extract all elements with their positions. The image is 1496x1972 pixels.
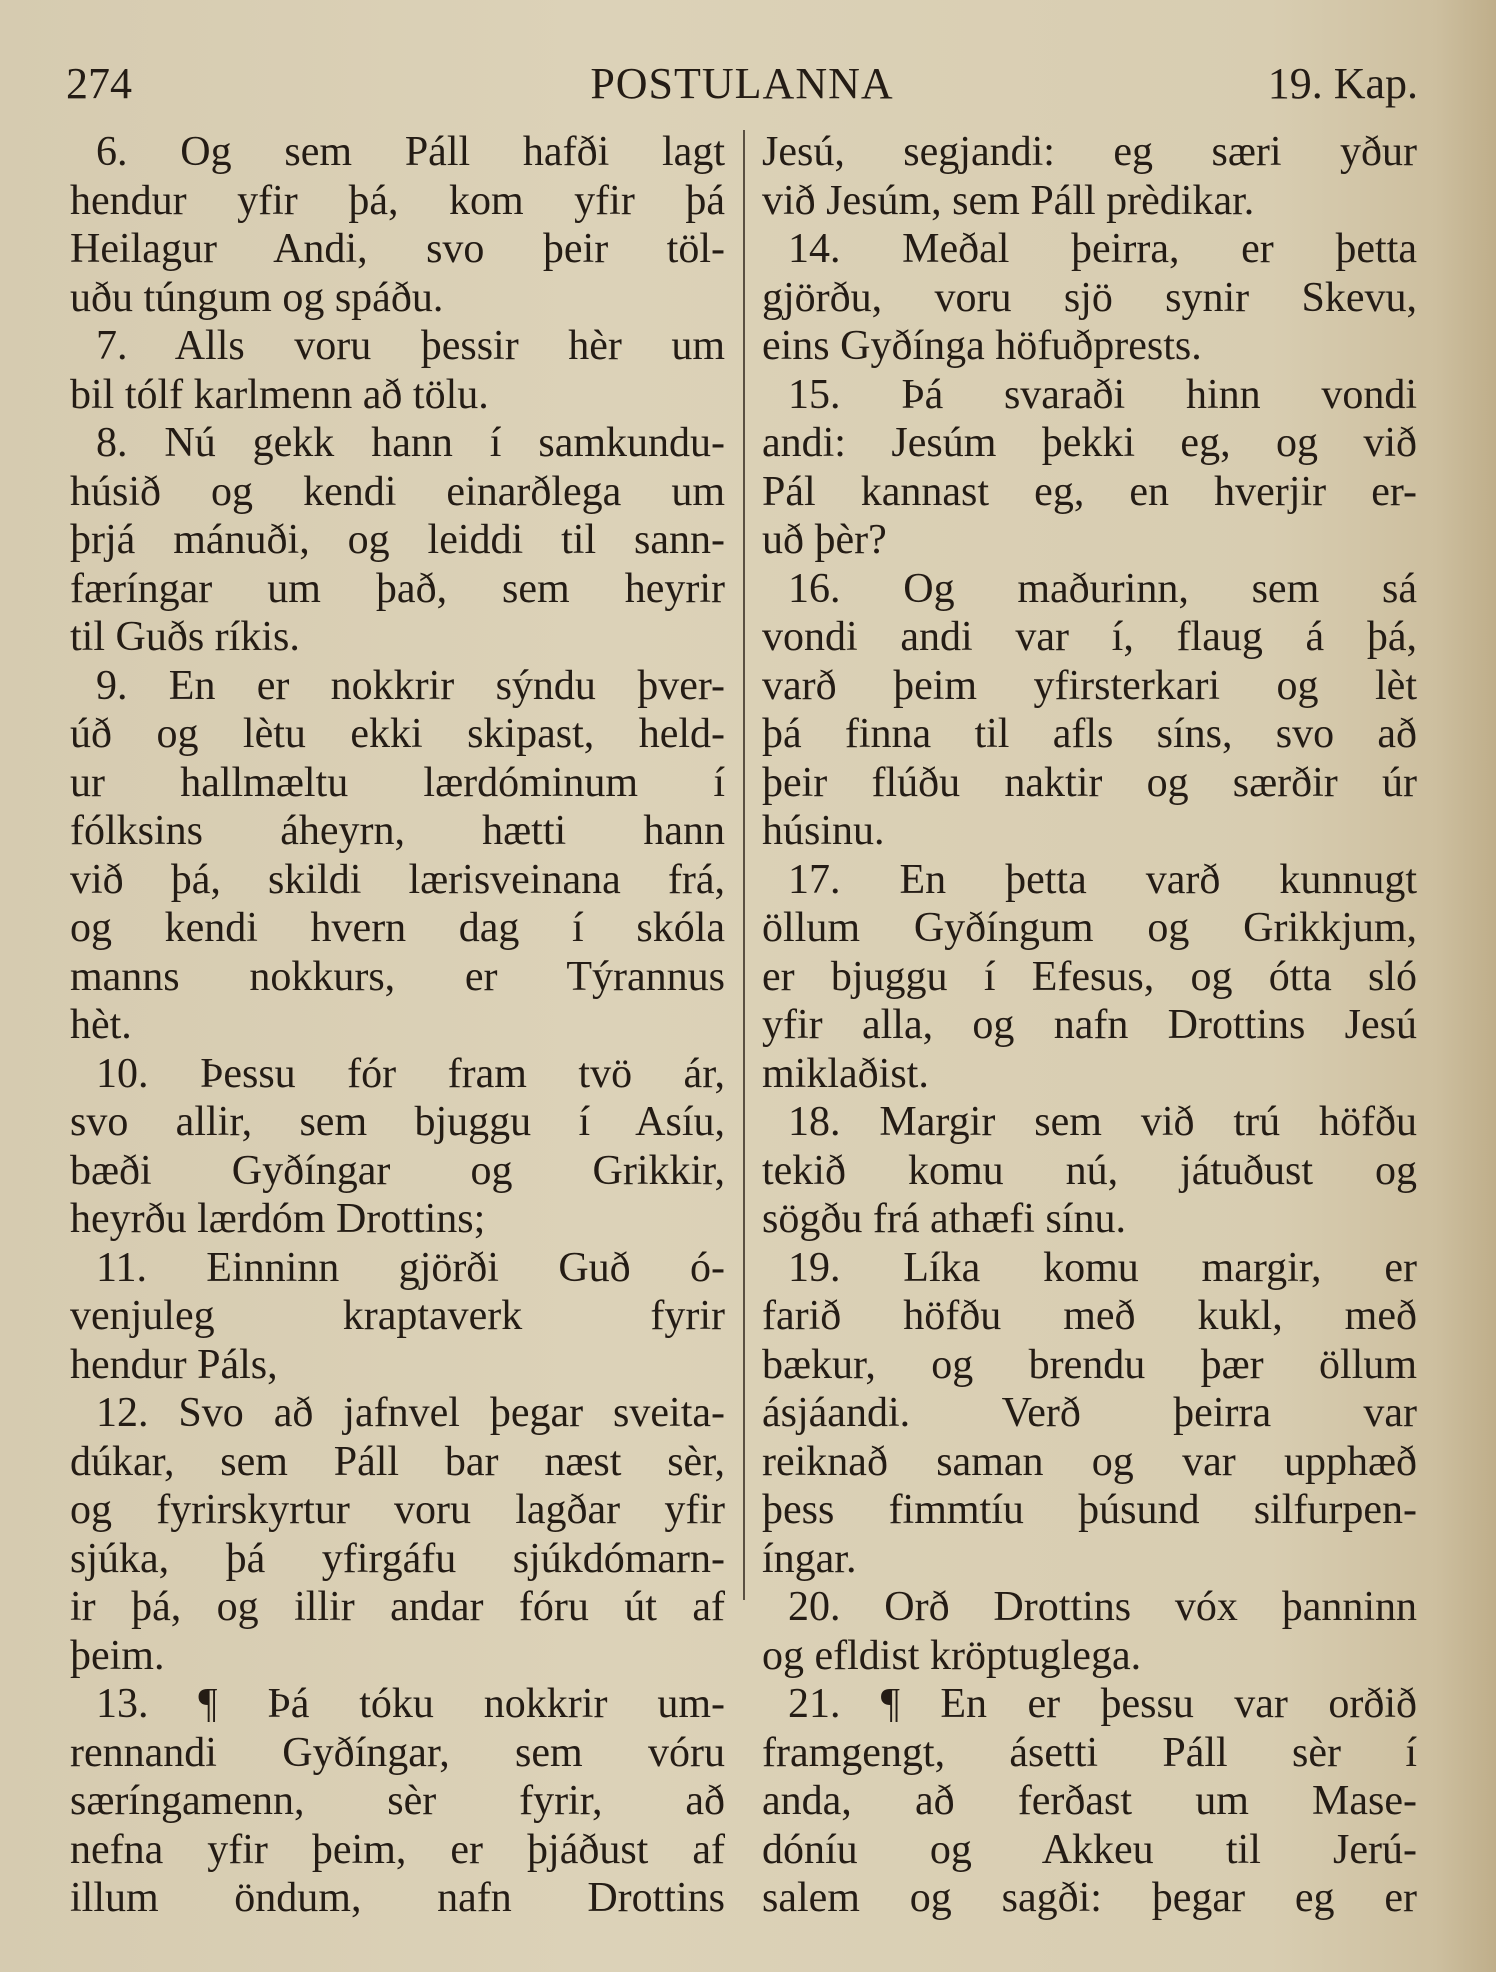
text-line: bækur, og brendu þær öllum (762, 1341, 1417, 1388)
text-line: anda, að ferðast um Mase- (762, 1778, 1417, 1824)
text-line: uðu túngum og spáðu. (70, 274, 444, 321)
text-line: 7. Alls voru þessir hèr um (96, 323, 725, 369)
text-line: bæði Gyðíngar og Grikkir, (70, 1147, 725, 1194)
text-line: 20. Orð Drottins vóx þanninn (788, 1584, 1417, 1630)
text-line: illum öndum, nafn Drottins (70, 1875, 725, 1921)
text-line: færíngar um það, sem heyrir (70, 565, 725, 612)
text-line: dóníu og Akkeu til Jerú- (762, 1826, 1417, 1873)
text-line: miklaðist. (762, 1050, 929, 1097)
text-line: sjúka, þá yfirgáfu sjúkdómarn- (70, 1535, 725, 1582)
chapter-label: 19. Kap. (1267, 59, 1418, 108)
text-line: úð og lètu ekki skipast, held- (70, 711, 725, 757)
text-line: við Jesúm, sem Páll prèdikar. (762, 177, 1255, 224)
text-line: þrjá mánuði, og leiddi til sann- (70, 517, 725, 563)
text-line: húsinu. (762, 808, 885, 854)
column-divider (743, 130, 745, 1600)
text-line: varð þeim yfirsterkari og lèt (762, 662, 1417, 709)
text-line: tekið komu nú, játuðust og (762, 1147, 1417, 1194)
text-line: hendur Páls, (70, 1341, 278, 1388)
text-column-left (70, 128, 725, 1923)
text-line: uð þèr? (762, 517, 887, 563)
text-line: sögðu frá athæfi sínu. (762, 1196, 1126, 1242)
text-line: nefna yfir þeim, er þjáðust af (70, 1826, 725, 1873)
text-line: húsið og kendi einarðlega um (70, 468, 725, 515)
text-line: þeir flúðu naktir og særðir úr (762, 759, 1417, 806)
text-line: vondi andi var í, flaug á þá, (762, 614, 1417, 660)
text-line: 18. Margir sem við trú höfðu (788, 1099, 1417, 1145)
text-line: dúkar, sem Páll bar næst sèr, (70, 1438, 725, 1485)
text-line: og kendi hvern dag í skóla (70, 905, 725, 951)
text-line: þá finna til afls síns, svo að (762, 711, 1417, 757)
text-line: íngar. (762, 1535, 857, 1582)
running-header (66, 58, 1418, 118)
text-line: 15. Þá svaraði hinn vondi (788, 371, 1417, 418)
text-column-right (762, 128, 1417, 1923)
text-line: Heilagur Andi, svo þeir töl- (70, 226, 725, 272)
text-line: 6. Og sem Páll hafði lagt (96, 129, 725, 175)
text-line: 16. Og maðurinn, sem sá (788, 565, 1417, 612)
text-line: andi: Jesúm þekki eg, og við (762, 420, 1417, 466)
text-line: manns nokkurs, er Týrannus (70, 953, 725, 1000)
text-line: 12. Svo að jafnvel þegar sveita- (96, 1390, 725, 1436)
text-line: þeim. (70, 1632, 165, 1679)
text-line: yfir alla, og nafn Drottins Jesú (762, 1002, 1417, 1048)
text-line: hendur yfir þá, kom yfir þá (70, 177, 725, 224)
text-line: farið höfðu með kukl, með (762, 1293, 1417, 1339)
text-line: fólksins áheyrn, hætti hann (70, 808, 725, 854)
text-line: og efldist kröptuglega. (762, 1632, 1142, 1679)
text-line: 17. En þetta varð kunnugt (788, 856, 1417, 903)
text-line: svo allir, sem bjuggu í Asíu, (70, 1099, 725, 1145)
text-line: Pál kannast eg, en hverjir er- (762, 468, 1417, 515)
text-line: 19. Líka komu margir, er (788, 1244, 1417, 1291)
text-line: ir þá, og illir andar fóru út af (70, 1584, 725, 1630)
text-line: við þá, skildi lærisveinana frá, (70, 856, 725, 903)
running-title: POSTULANNA (590, 59, 894, 108)
text-line: eins Gyðínga höfuðprests. (762, 323, 1202, 369)
text-line: venjuleg kraptaverk fyrir (70, 1293, 725, 1339)
text-line: 14. Meðal þeirra, er þetta (788, 226, 1417, 272)
text-line: heyrðu lærdóm Drottins; (70, 1196, 486, 1242)
text-line: er bjuggu í Efesus, og ótta sló (762, 953, 1417, 1000)
text-line: 21. ¶ En er þessu var orðið (788, 1681, 1417, 1727)
text-line: salem og sagði: þegar eg er (762, 1875, 1417, 1921)
text-line: bil tólf karlmenn að tölu. (70, 371, 489, 418)
text-line: framgengt, ásetti Páll sèr í (762, 1729, 1417, 1776)
text-line: 10. Þessu fór fram tvö ár, (96, 1050, 725, 1097)
text-line: öllum Gyðíngum og Grikkjum, (762, 905, 1417, 951)
text-line: særíngamenn, sèr fyrir, að (70, 1778, 725, 1824)
text-line: 9. En er nokkrir sýndu þver- (96, 662, 725, 709)
text-line: Jesú, segjandi: eg særi yður (762, 129, 1417, 175)
text-line: og fyrirskyrtur voru lagðar yfir (70, 1487, 725, 1533)
text-line: 13. ¶ Þá tóku nokkrir um- (96, 1681, 725, 1727)
text-line: ásjáandi. Verð þeirra var (762, 1390, 1417, 1436)
text-line: til Guðs ríkis. (70, 614, 300, 660)
page-number: 274 (66, 59, 132, 108)
text-line: ur hallmæltu lærdóminum í (70, 759, 725, 806)
text-line: rennandi Gyðíngar, sem vóru (70, 1729, 725, 1776)
text-line: hèt. (70, 1002, 132, 1048)
text-line: þess fimmtíu þúsund silfurpen- (762, 1487, 1417, 1533)
text-line: reiknað saman og var upphæð (762, 1438, 1417, 1485)
text-line: gjörðu, voru sjö synir Skevu, (762, 274, 1417, 321)
text-line: 11. Einninn gjörði Guð ó- (96, 1244, 725, 1291)
text-line: 8. Nú gekk hann í samkundu- (96, 420, 725, 466)
